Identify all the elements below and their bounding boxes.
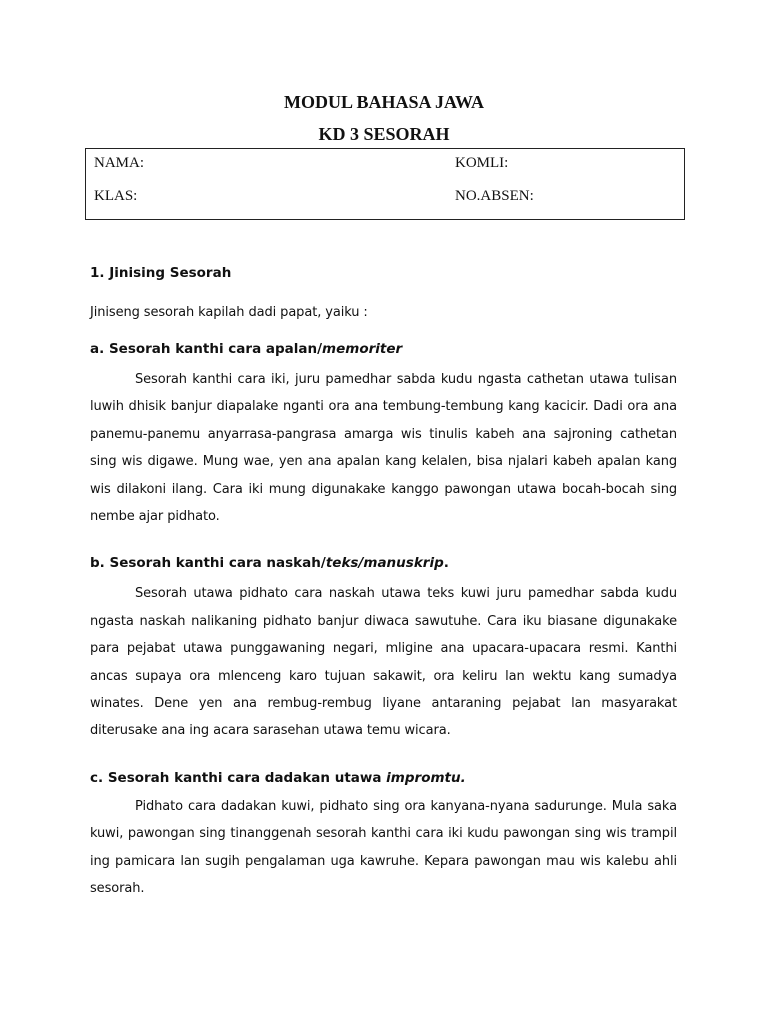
klas-field-label: KLAS: xyxy=(94,188,138,204)
document-body xyxy=(90,262,677,903)
module-title: MODUL BAHASA JAWA xyxy=(283,92,485,112)
section-c-heading xyxy=(90,767,677,789)
section-a-heading-italic: memoriter xyxy=(322,341,403,357)
section-b-heading-text: b. Sesorah kanthi cara naskah/ xyxy=(90,555,326,572)
section-c-heading-text: c. Sesorah kanthi cara dadakan utawa xyxy=(90,769,387,786)
komli-field-label: KOMLI: xyxy=(455,155,509,171)
section-b-heading-italic: teks/manuskrip xyxy=(325,555,444,572)
student-info-box xyxy=(85,148,685,220)
section-a-paragraph: Sesorah kanthi cara iki, juru pamedhar sabda kudu ngasta cathetan utawa tulisan luwih dhisik banjur diapalake nganti ora ana tembung-tembung kang kacicir. Dadi ora ana panemu-panemu anyarrasa-pangrasa amarga wis tinulis kabeh ana sajroning cathetan sing wis digawe. Mung wae, yen ana apalan kang kelalen, bisa njalari kabeh apalan kang wis dilakoni ilang. Cara iki mung digunakake kanggo pawongan utawa bocah-bocah sing nembe ajar pidhato. xyxy=(90,372,677,525)
section-c-heading-italic: impromtu. xyxy=(386,769,466,786)
section-b-paragraph: Sesorah utawa pidhato cara naskah utawa teks kuwi juru pamedhar sabda kudu ngasta naskah nalikaning pidhato banjur diwaca sawutuhe. Cara iku biasane digunakake para pejabat utawa punggawaning negari, mligine ana upacara-upacara resmi. Kanthi ancas supaya ora mlenceng karo tujuan sakawit, ora keliru lan wektu kang sumadya winates. Dene yen ana rembug-rembug liyane antaraning pejabat lan masyarakat diterusake ana ing acara sarasehan utawa temu wicara. xyxy=(90,586,677,739)
section-b-heading xyxy=(90,552,677,574)
nama-field-label: NAMA: xyxy=(94,155,145,171)
section-a-heading xyxy=(90,338,677,360)
module-subtitle: KD 3 SESORAH xyxy=(318,124,450,144)
section-b-heading-end: . xyxy=(443,555,449,572)
section-1-intro: Jiniseng sesorah kapilah dadi papat, yaiku : xyxy=(90,305,368,320)
section-1-heading: 1. Jinising Sesorah xyxy=(90,265,232,281)
section-c-paragraph: Pidhato cara dadakan kuwi, pidhato sing ora kanyana-nyana sadurunge. Mula saka kuwi, pawongan sing tinanggenah sesorah kanthi cara iki kudu pawongan sing wis trampil ing pamicara lan sugih pengalaman uga kawruhe. Kepara pawongan mau wis kalebu ahli sesorah. xyxy=(90,798,677,897)
no-absen-field-label: NO.ABSEN: xyxy=(455,188,534,204)
section-a-heading-text: a. Sesorah kanthi cara apalan/ xyxy=(90,341,323,357)
